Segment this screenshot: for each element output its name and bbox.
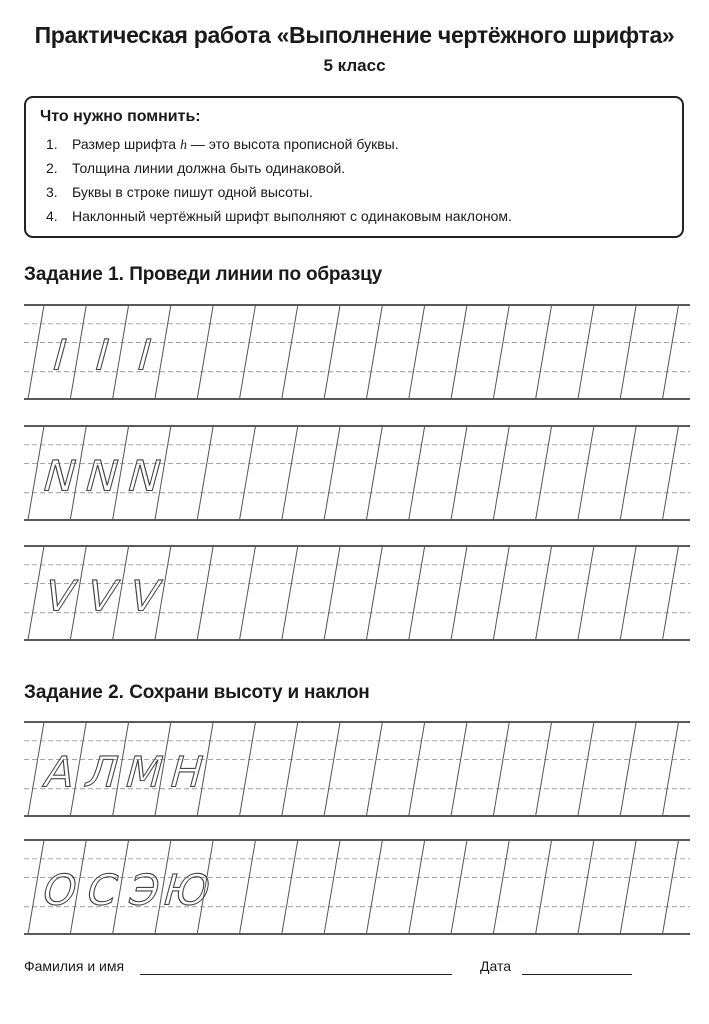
sample-letter: М bbox=[119, 748, 170, 798]
writing-row bbox=[24, 426, 690, 520]
slant-line bbox=[324, 546, 340, 640]
slant-line bbox=[663, 426, 679, 520]
rule-text: Буквы в строке пишут одной высоты. bbox=[72, 184, 313, 200]
name-field[interactable] bbox=[140, 974, 452, 975]
slant-line bbox=[197, 426, 213, 520]
slant-line bbox=[493, 305, 509, 399]
slant-line bbox=[620, 305, 636, 399]
slant-line bbox=[282, 426, 298, 520]
rule-text: Размер шрифта bbox=[72, 136, 180, 152]
slant-line bbox=[240, 426, 256, 520]
slant-line bbox=[451, 305, 467, 399]
slant-line bbox=[578, 305, 594, 399]
writing-row bbox=[24, 840, 690, 934]
slant-line bbox=[493, 426, 509, 520]
slant-line bbox=[324, 840, 340, 934]
task-1-text: Проведи линии по образцу bbox=[129, 264, 382, 285]
rule-text: Толщина линии должна быть одинаковой. bbox=[72, 160, 346, 176]
writing-row bbox=[24, 546, 690, 640]
slant-line bbox=[282, 546, 298, 640]
task-2-label: Задание 2. bbox=[24, 682, 124, 703]
slant-line bbox=[620, 546, 636, 640]
slant-line bbox=[536, 426, 552, 520]
sample-letter: Л bbox=[79, 748, 125, 798]
sample-letter: А bbox=[38, 748, 81, 798]
slant-line bbox=[366, 305, 382, 399]
slant-line bbox=[240, 722, 256, 816]
slant-line bbox=[409, 840, 425, 934]
task-1-label: Задание 1. bbox=[24, 264, 124, 285]
grade-label: 5 класс bbox=[323, 56, 386, 75]
slant-line bbox=[282, 840, 298, 934]
date-label: Дата bbox=[480, 958, 512, 974]
slant-line bbox=[28, 305, 44, 399]
slant-line bbox=[536, 722, 552, 816]
slant-line bbox=[197, 546, 213, 640]
rule-text-end: — это высота прописной буквы. bbox=[187, 136, 399, 152]
sample-letter: Ю bbox=[157, 866, 216, 916]
sample-letter: I bbox=[131, 331, 158, 381]
sample-letter: Э bbox=[123, 866, 166, 916]
slant-line bbox=[282, 722, 298, 816]
slant-line bbox=[451, 426, 467, 520]
sample-letter: С bbox=[80, 866, 124, 916]
slant-line bbox=[409, 546, 425, 640]
slant-line bbox=[366, 840, 382, 934]
slant-line bbox=[663, 840, 679, 934]
remember-heading: Что нужно помнить: bbox=[40, 108, 201, 125]
slant-line bbox=[324, 722, 340, 816]
slant-line bbox=[240, 305, 256, 399]
slant-line bbox=[324, 426, 340, 520]
name-label: Фамилия и имя bbox=[24, 958, 125, 974]
slant-line bbox=[70, 305, 86, 399]
sample-letter: О bbox=[36, 866, 83, 916]
slant-line bbox=[409, 426, 425, 520]
slant-line bbox=[663, 722, 679, 816]
slant-line bbox=[493, 546, 509, 640]
sample-letter: V bbox=[123, 572, 166, 622]
slant-line bbox=[536, 305, 552, 399]
writing-row bbox=[24, 305, 690, 399]
sample-letter: N bbox=[122, 452, 167, 502]
sample-letter: N bbox=[79, 452, 125, 502]
slant-line bbox=[451, 722, 467, 816]
slant-line bbox=[493, 722, 509, 816]
task-2-text: Сохрани высоту и наклон bbox=[129, 682, 370, 703]
slant-line bbox=[663, 546, 679, 640]
slant-line bbox=[28, 546, 44, 640]
sample-letter: V bbox=[38, 572, 81, 622]
slant-line bbox=[366, 426, 382, 520]
slant-line bbox=[324, 305, 340, 399]
slant-line bbox=[536, 840, 552, 934]
slant-line bbox=[578, 722, 594, 816]
slant-line bbox=[282, 305, 298, 399]
slant-line bbox=[620, 426, 636, 520]
slant-line bbox=[409, 305, 425, 399]
slant-line bbox=[663, 305, 679, 399]
slant-line bbox=[409, 722, 425, 816]
rule-number: 4. bbox=[46, 208, 58, 224]
slant-line bbox=[28, 426, 44, 520]
slant-line bbox=[197, 305, 213, 399]
rule-number: 3. bbox=[46, 184, 58, 200]
sample-letter: V bbox=[81, 572, 124, 622]
slant-line bbox=[620, 840, 636, 934]
sample-letter: I bbox=[89, 331, 115, 381]
slant-line bbox=[113, 305, 129, 399]
slant-line bbox=[578, 546, 594, 640]
writing-row bbox=[24, 722, 690, 816]
slant-line bbox=[28, 840, 44, 934]
slant-line bbox=[620, 722, 636, 816]
slant-line bbox=[578, 840, 594, 934]
page-title: Практическая работа «Выполнение чертёжного шрифта» bbox=[34, 22, 675, 48]
slant-line bbox=[155, 305, 171, 399]
slant-line bbox=[28, 722, 44, 816]
slant-line bbox=[366, 722, 382, 816]
slant-line bbox=[240, 546, 256, 640]
rule-number: 1. bbox=[46, 136, 58, 152]
slant-line bbox=[578, 426, 594, 520]
slant-line bbox=[536, 546, 552, 640]
slant-line bbox=[451, 546, 467, 640]
slant-line bbox=[240, 840, 256, 934]
rule-number: 2. bbox=[46, 160, 58, 176]
slant-line bbox=[366, 546, 382, 640]
slant-line bbox=[451, 840, 467, 934]
sample-letter: N bbox=[37, 452, 83, 502]
sample-letter: Н bbox=[164, 748, 210, 798]
slant-line bbox=[493, 840, 509, 934]
date-field[interactable] bbox=[522, 974, 632, 975]
sample-letter: I bbox=[46, 331, 73, 381]
rule-text: Наклонный чертёжный шрифт выполняют с одинаковым наклоном. bbox=[72, 208, 512, 224]
rule-variable: h bbox=[180, 138, 187, 153]
